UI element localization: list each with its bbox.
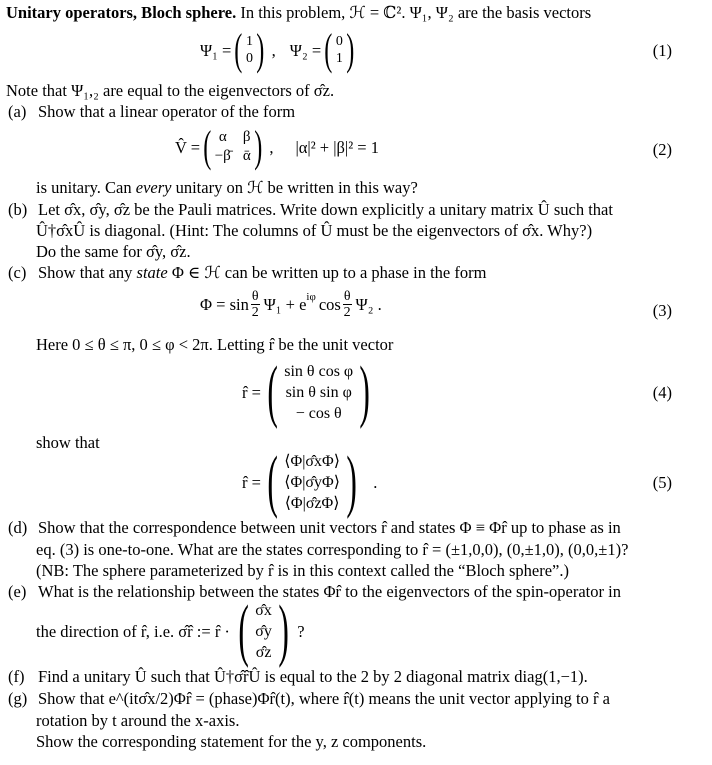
part-b-line1: Let σ̂x, σ̂y, σ̂z be the Pauli matrices. Write down explicitly a unitary matrix Û such that bbox=[38, 200, 613, 219]
eq3-frac-1: $\frac{\theta}{2}$ bbox=[251, 288, 259, 320]
eq1-lhs2: Ψ₂ = bbox=[289, 40, 322, 60]
part-d-line2: eq. (3) is one-to-one. What are the states corresponding to r̂ = (±1,0,0), (0,±1,0), (0,0,±1)? bbox=[36, 540, 629, 559]
part-e-sigma-vector: σ̂x σ̂y σ̂z bbox=[255, 601, 272, 661]
eq2-lhs: V̂ = bbox=[175, 137, 201, 157]
part-f-line1: Find a unitary Û such that Û†σ̂r̂Û is equal to the 2 by 2 diagonal matrix diag(1,−1). bbox=[38, 667, 588, 686]
eq3-frac-2: $\frac{\theta}{2}$ bbox=[343, 288, 351, 320]
eq1-vector-psi2: 0 1 bbox=[335, 34, 343, 66]
part-g-label: (g) bbox=[8, 689, 28, 708]
eq1-lhs1: Ψ₁ = bbox=[200, 40, 232, 60]
part-b-line2: Û†σ̂xÛ is diagonal. (Hint: The columns of Û must be the eigenvectors of σ̂x. Why?) bbox=[36, 221, 593, 240]
part-g-line1: Show that e^(itσ̂x/2)Φr̂ = (phase)Φr̂(t), where r̂(t) means the unit vector applying to r̂ a bbox=[38, 689, 610, 708]
part-g-line2: rotation by t around the x-axis. bbox=[36, 711, 240, 730]
part-f-label: (f) bbox=[8, 667, 25, 686]
eq1-vector-psi1: 1 0 bbox=[246, 34, 254, 66]
equation-2: V̂ = ( α β −β̄ ᾱ ) , |α|² + |β|² = 1 bbox=[175, 122, 379, 171]
part-a-text: Show that a linear operator of the form bbox=[38, 102, 296, 121]
part-c-range: Here 0 ≤ θ ≤ π, 0 ≤ φ < 2π. Letting r̂ be the unit vector bbox=[36, 335, 394, 354]
heading-line bbox=[6, 2, 591, 23]
part-a-label: (a) bbox=[8, 102, 27, 121]
part-a-question: is unitary. Can every unitary on ℋ be written in this way? bbox=[36, 178, 418, 197]
equation-4: r̂ = ( sin θ cos φ sin θ sin φ − cos θ ) bbox=[242, 353, 371, 430]
part-d-label: (d) bbox=[8, 518, 28, 537]
part-e-line1: What is the relationship between the states Φr̂ to the eigenvectors of the spin-operator in bbox=[38, 582, 621, 601]
part-b-label: (b) bbox=[8, 200, 28, 219]
eq1-number: (1) bbox=[652, 41, 672, 60]
eq2-number: (2) bbox=[652, 140, 672, 159]
equation-1: Ψ₁ = ( 1 0 ) , Ψ₂ = ( 0 1 ) bbox=[200, 25, 355, 74]
eq3-number: (3) bbox=[652, 301, 672, 320]
equation-3: Φ = sin $\frac{\theta}{2}$ Ψ₁ + e $^{i\varphi}$ cos $\frac{\theta}{2}$ Ψ₂ . bbox=[200, 288, 382, 320]
part-g-line3: Show the corresponding statement for the y, z components. bbox=[36, 732, 427, 751]
part-b-line3: Do the same for σ̂y, σ̂z. bbox=[36, 242, 191, 261]
note-text: Note that Ψ₁,₂ are equal to the eigenvectors of σ̂z. bbox=[6, 81, 335, 100]
part-e-line2: the direction of r̂, i.e. σ̂r̂ := r̂ · ( σ̂x σ̂y σ̂z ) ? bbox=[36, 592, 305, 669]
part-c-label: (c) bbox=[8, 263, 27, 282]
part-e-label: (e) bbox=[8, 582, 27, 601]
part-d-line3: (NB: The sphere parameterized by r̂ is in this context called the “Bloch sphere”.) bbox=[36, 561, 570, 580]
eq2-condition: |α|² + |β|² = 1 bbox=[295, 137, 379, 157]
part-c-show-that: show that bbox=[36, 433, 100, 452]
equation-5: r̂ = ( ⟨Φ|σ̂xΦ⟩ ⟨Φ|σ̂yΦ⟩ ⟨Φ|σ̂zΦ⟩ ) . bbox=[242, 443, 378, 520]
part-d-line1: Show that the correspondence between unit vectors r̂ and states Φ ≡ Φr̂ up to phase as in bbox=[38, 518, 621, 537]
eq4-number: (4) bbox=[652, 383, 672, 402]
part-c-line1: Show that any state Φ ∈ ℋ can be written up to a phase in the form bbox=[38, 263, 487, 282]
eq2-matrix: α β −β̄ ᾱ bbox=[214, 129, 251, 164]
eq4-vector: sin θ cos φ sin θ sin φ − cos θ bbox=[284, 362, 354, 422]
eq5-vector: ⟨Φ|σ̂xΦ⟩ ⟨Φ|σ̂yΦ⟩ ⟨Φ|σ̂zΦ⟩ bbox=[284, 452, 340, 512]
intro-text: In this problem, ℋ = ℂ². Ψ₁, Ψ₂ are the basis vectors bbox=[240, 3, 592, 22]
problem-heading: Unitary operators, Bloch sphere. bbox=[6, 3, 237, 22]
eq5-number: (5) bbox=[652, 473, 672, 492]
